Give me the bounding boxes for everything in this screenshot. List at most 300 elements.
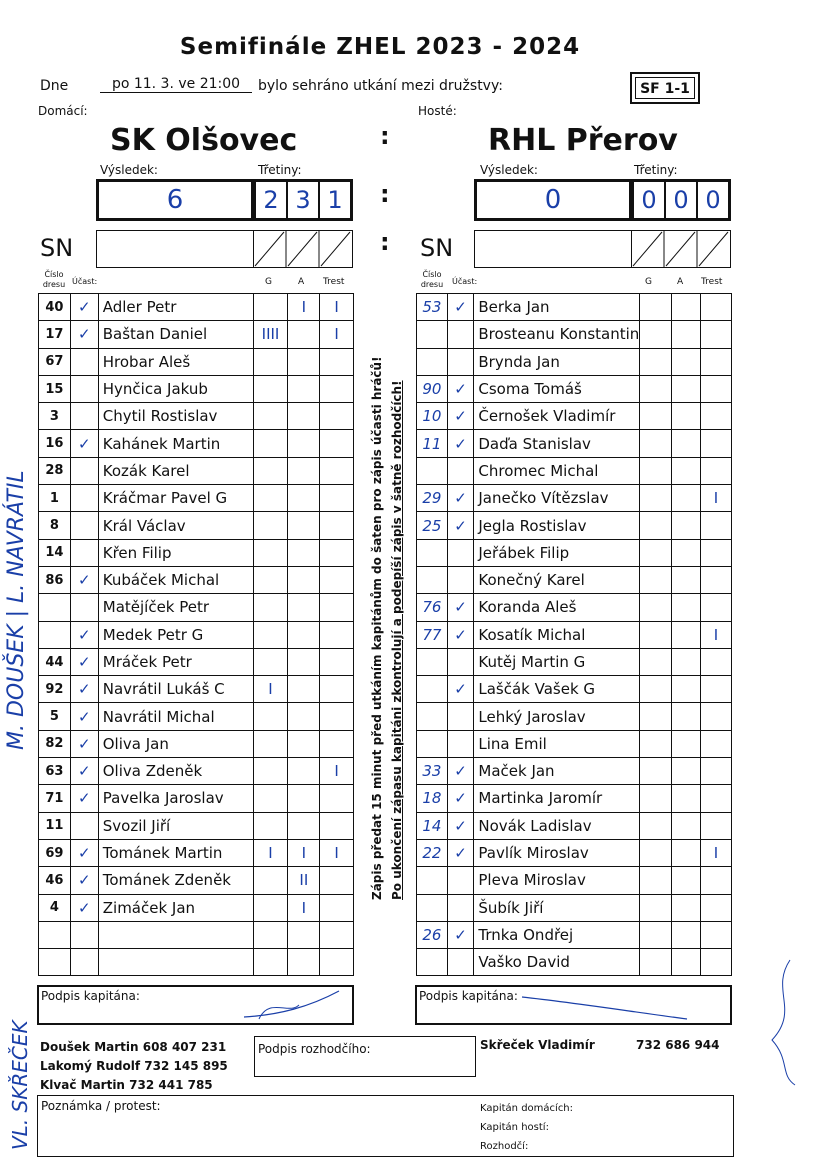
home-player-num xyxy=(39,594,71,621)
guest-player-chk: ✓ xyxy=(447,621,474,648)
home-player-goals xyxy=(253,621,288,648)
guest-player-penalties xyxy=(700,321,731,348)
home-player-goals xyxy=(253,703,288,730)
guest-player-name: Černošek Vladimír xyxy=(474,403,640,430)
guest-player-num xyxy=(417,348,448,375)
guest-player-num: 10 xyxy=(417,403,448,430)
home-row xyxy=(39,867,354,894)
home-player-chk: ✓ xyxy=(70,621,98,648)
home-player-assists: I xyxy=(288,894,320,921)
home-row xyxy=(39,403,354,430)
guest-player-goals xyxy=(640,894,672,921)
home-player-name: Hynčica Jakub xyxy=(98,375,253,402)
guest-col-participation: Účast: xyxy=(452,277,478,286)
colon-separator: : xyxy=(380,122,390,150)
guest-player-num xyxy=(417,566,448,593)
home-row xyxy=(39,375,354,402)
guest-row xyxy=(417,321,732,348)
home-player-name: Tománek Martin xyxy=(98,839,253,866)
guest-player-chk: ✓ xyxy=(447,294,474,321)
final-signatures xyxy=(480,1099,573,1156)
home-player-assists xyxy=(288,321,320,348)
guest-player-name: Laščák Vašek G xyxy=(474,676,640,703)
guest-player-chk xyxy=(447,566,474,593)
home-player-name: Chytil Rostislav xyxy=(98,403,253,430)
home-sn-box xyxy=(96,230,254,268)
guest-player-penalties xyxy=(700,403,731,430)
date-value: po 11. 3. ve 21:00 xyxy=(100,76,252,93)
guest-player-num: 33 xyxy=(417,758,448,785)
match-code-box xyxy=(630,72,700,104)
guest-player-goals xyxy=(640,703,672,730)
home-period-2: 3 xyxy=(288,182,320,218)
home-player-chk xyxy=(70,457,98,484)
guest-player-goals xyxy=(640,949,672,976)
home-player-penalties xyxy=(320,621,354,648)
guest-player-goals xyxy=(640,348,672,375)
guest-row xyxy=(417,594,732,621)
home-player-num: 86 xyxy=(39,566,71,593)
home-player-goals: I xyxy=(253,839,288,866)
guest-periods-label: Třetiny: xyxy=(634,163,678,177)
referee-handwritten-bottom: VL. SKŘEČEK xyxy=(8,1020,32,1150)
home-player-chk: ✓ xyxy=(70,321,98,348)
guest-player-chk xyxy=(447,539,474,566)
home-player-name: Oliva Jan xyxy=(98,730,253,757)
guest-player-chk: ✓ xyxy=(447,812,474,839)
guest-player-chk: ✓ xyxy=(447,430,474,457)
home-player-num: 5 xyxy=(39,703,71,730)
home-player-chk xyxy=(70,539,98,566)
guest-player-num: 11 xyxy=(417,430,448,457)
home-player-assists xyxy=(288,430,320,457)
home-player-penalties xyxy=(320,894,354,921)
guest-player-penalties xyxy=(700,348,731,375)
home-player-goals xyxy=(253,566,288,593)
guest-player-num xyxy=(417,703,448,730)
guest-row xyxy=(417,730,732,757)
home-row xyxy=(39,566,354,593)
guest-player-num xyxy=(417,730,448,757)
guest-score-box xyxy=(474,179,632,221)
guest-row xyxy=(417,457,732,484)
home-player-chk: ✓ xyxy=(70,785,98,812)
colon-separator: : xyxy=(380,228,390,256)
guest-player-penalties: I xyxy=(700,621,731,648)
home-row xyxy=(39,839,354,866)
guest-player-goals xyxy=(640,457,672,484)
home-player-penalties: I xyxy=(320,294,354,321)
instruction-text-1: Zápis předat 15 minut před utkáním kapitánům do šaten pro zápis účasti hráčů! xyxy=(370,356,384,900)
home-player-chk: ✓ xyxy=(70,839,98,866)
guest-player-penalties xyxy=(700,949,731,976)
home-player-num xyxy=(39,621,71,648)
guest-player-name: Trnka Ondřej xyxy=(474,921,640,948)
home-player-num: 82 xyxy=(39,730,71,757)
guest-col-g: G xyxy=(645,277,652,287)
guest-player-chk xyxy=(447,867,474,894)
referee-final-label: Rozhodčí: xyxy=(480,1141,529,1152)
guest-player-goals xyxy=(640,676,672,703)
home-player-num: 17 xyxy=(39,321,71,348)
home-player-num: 67 xyxy=(39,348,71,375)
note-label: Poznámka / protest: xyxy=(41,1099,161,1113)
home-player-name: Tománek Zdeněk xyxy=(98,867,253,894)
guest-row xyxy=(417,403,732,430)
guest-player-num: 14 xyxy=(417,812,448,839)
guest-player-num xyxy=(417,457,448,484)
guest-row xyxy=(417,348,732,375)
guest-row xyxy=(417,621,732,648)
referees-handwritten: M. DOUŠEK | L. NAVRÁTIL xyxy=(4,470,29,750)
home-row xyxy=(39,348,354,375)
home-player-goals xyxy=(253,648,288,675)
home-result-label: Výsledek: xyxy=(100,163,158,177)
home-player-num: 3 xyxy=(39,403,71,430)
home-player-name: Medek Petr G xyxy=(98,621,253,648)
guest-player-num: 77 xyxy=(417,621,448,648)
guest-result-label: Výsledek: xyxy=(480,163,538,177)
home-periods-label: Třetiny: xyxy=(258,163,302,177)
contact-line: Klvač Martin 732 441 785 xyxy=(40,1078,213,1092)
guest-player-num: 26 xyxy=(417,921,448,948)
guest-player-assists xyxy=(671,566,700,593)
guest-sn-box xyxy=(474,230,632,268)
guest-player-chk: ✓ xyxy=(447,676,474,703)
home-player-penalties xyxy=(320,566,354,593)
home-row xyxy=(39,321,354,348)
guest-player-penalties xyxy=(700,375,731,402)
guest-row xyxy=(417,785,732,812)
home-player-penalties xyxy=(320,676,354,703)
home-player-penalties xyxy=(320,949,354,976)
home-player-assists: II xyxy=(288,867,320,894)
home-player-chk: ✓ xyxy=(70,894,98,921)
instruction-text-2: Po ukončení zápasu kapitáni zkontrolují a podepíší zápis v šatně rozhodčích! xyxy=(390,380,404,900)
home-player-goals: IIII xyxy=(253,321,288,348)
home-player-goals xyxy=(253,894,288,921)
guest-player-penalties xyxy=(700,676,731,703)
guest-player-assists xyxy=(671,512,700,539)
home-player-assists xyxy=(288,348,320,375)
home-player-penalties xyxy=(320,594,354,621)
guest-player-chk: ✓ xyxy=(447,758,474,785)
guest-col-trest: Trest xyxy=(701,277,723,287)
home-player-num: 14 xyxy=(39,539,71,566)
guest-player-penalties xyxy=(700,430,731,457)
home-player-num: 44 xyxy=(39,648,71,675)
home-col-g: G xyxy=(265,277,272,287)
home-player-chk xyxy=(70,348,98,375)
home-player-goals: I xyxy=(253,676,288,703)
home-player-assists xyxy=(288,457,320,484)
guest-player-chk: ✓ xyxy=(447,594,474,621)
home-row xyxy=(39,730,354,757)
home-row xyxy=(39,648,354,675)
home-player-chk xyxy=(70,403,98,430)
guest-player-name: Lina Emil xyxy=(474,730,640,757)
home-player-goals xyxy=(253,512,288,539)
home-player-num xyxy=(39,949,71,976)
guest-player-assists xyxy=(671,867,700,894)
guest-player-penalties xyxy=(700,512,731,539)
guest-player-num: 25 xyxy=(417,512,448,539)
guest-player-num xyxy=(417,539,448,566)
referee-sign-box xyxy=(254,1036,476,1077)
referee-contact-phone: 732 686 944 xyxy=(636,1038,720,1052)
guest-row xyxy=(417,676,732,703)
referee-contact-name: Skřeček Vladimír xyxy=(480,1038,595,1052)
date-label: Dne xyxy=(40,78,69,94)
guest-player-num: 76 xyxy=(417,594,448,621)
guest-player-penalties xyxy=(700,457,731,484)
guest-player-assists xyxy=(671,594,700,621)
home-player-num: 11 xyxy=(39,812,71,839)
home-player-chk: ✓ xyxy=(70,566,98,593)
home-player-chk xyxy=(70,594,98,621)
guest-player-chk: ✓ xyxy=(447,512,474,539)
guest-player-chk xyxy=(447,894,474,921)
guest-player-assists xyxy=(671,621,700,648)
home-player-num xyxy=(39,921,71,948)
home-player-penalties xyxy=(320,730,354,757)
home-row xyxy=(39,703,354,730)
home-player-penalties xyxy=(320,539,354,566)
page-title: Semifinále ZHEL 2023 - 2024 xyxy=(179,34,581,60)
home-player-assists xyxy=(288,730,320,757)
home-player-name xyxy=(98,921,253,948)
home-player-chk: ✓ xyxy=(70,758,98,785)
guest-player-name: Lehký Jaroslav xyxy=(474,703,640,730)
guest-player-goals xyxy=(640,294,672,321)
home-row xyxy=(39,785,354,812)
guest-player-name: Brosteanu Konstantin xyxy=(474,321,640,348)
home-player-penalties xyxy=(320,485,354,512)
guest-player-name: Koranda Aleš xyxy=(474,594,640,621)
home-player-assists xyxy=(288,621,320,648)
home-row xyxy=(39,430,354,457)
guest-player-assists xyxy=(671,839,700,866)
guest-player-goals xyxy=(640,648,672,675)
guest-player-assists xyxy=(671,430,700,457)
home-player-assists xyxy=(288,648,320,675)
guest-player-name: Pavlík Miroslav xyxy=(474,839,640,866)
home-player-goals xyxy=(253,539,288,566)
home-captain-sign-box xyxy=(37,985,354,1025)
home-player-assists xyxy=(288,921,320,948)
home-player-chk: ✓ xyxy=(70,867,98,894)
home-player-goals xyxy=(253,348,288,375)
home-col-participation: Účast: xyxy=(72,277,98,286)
home-player-name: Král Václav xyxy=(98,512,253,539)
home-player-assists xyxy=(288,676,320,703)
home-player-chk: ✓ xyxy=(70,430,98,457)
guest-player-name: Janečko Vítězslav xyxy=(474,485,640,512)
home-captain-signature xyxy=(239,987,349,1023)
home-player-chk: ✓ xyxy=(70,703,98,730)
guest-sn-label: SN xyxy=(420,234,454,262)
guest-player-assists xyxy=(671,676,700,703)
home-row xyxy=(39,758,354,785)
guest-player-chk xyxy=(447,703,474,730)
home-player-assists xyxy=(288,949,320,976)
home-row xyxy=(39,485,354,512)
home-player-num: 63 xyxy=(39,758,71,785)
contact-line: Doušek Martin 608 407 231 xyxy=(40,1040,227,1054)
home-player-num: 1 xyxy=(39,485,71,512)
home-player-assists xyxy=(288,812,320,839)
guest-row xyxy=(417,566,732,593)
home-row xyxy=(39,894,354,921)
guest-captain-final-label: Kapitán hostí: xyxy=(480,1122,549,1133)
guest-player-name: Maček Jan xyxy=(474,758,640,785)
guest-player-assists xyxy=(671,730,700,757)
home-player-goals xyxy=(253,594,288,621)
home-player-penalties xyxy=(320,430,354,457)
home-sn-label: SN xyxy=(40,234,74,262)
home-player-assists xyxy=(288,703,320,730)
home-player-chk xyxy=(70,485,98,512)
home-player-goals xyxy=(253,730,288,757)
home-player-name: Matějíček Petr xyxy=(98,594,253,621)
home-periods-box xyxy=(253,179,353,221)
home-player-penalties xyxy=(320,403,354,430)
guest-player-name: Chromec Michal xyxy=(474,457,640,484)
home-player-num: 69 xyxy=(39,839,71,866)
guest-player-penalties xyxy=(700,539,731,566)
home-player-goals xyxy=(253,758,288,785)
guest-player-name: Martinka Jaromír xyxy=(474,785,640,812)
guest-player-assists xyxy=(671,648,700,675)
home-player-goals xyxy=(253,457,288,484)
guest-row xyxy=(417,839,732,866)
guest-player-assists xyxy=(671,485,700,512)
home-player-goals xyxy=(253,949,288,976)
guest-player-name: Kosatík Michal xyxy=(474,621,640,648)
home-row xyxy=(39,621,354,648)
guest-player-penalties xyxy=(700,921,731,948)
referee-sign-label: Podpis rozhodčího: xyxy=(258,1042,371,1056)
home-captain-sign-label: Podpis kapitána: xyxy=(41,989,140,1003)
guest-player-assists xyxy=(671,539,700,566)
home-player-num: 8 xyxy=(39,512,71,539)
guest-player-goals xyxy=(640,566,672,593)
guest-player-num xyxy=(417,676,448,703)
match-code: SF 1-1 xyxy=(635,77,695,99)
home-player-num: 92 xyxy=(39,676,71,703)
home-player-goals xyxy=(253,375,288,402)
guest-player-penalties xyxy=(700,594,731,621)
guest-player-penalties xyxy=(700,703,731,730)
guest-row xyxy=(417,539,732,566)
guest-player-penalties: I xyxy=(700,839,731,866)
home-player-goals xyxy=(253,921,288,948)
home-player-assists xyxy=(288,485,320,512)
home-player-name: Kahánek Martin xyxy=(98,430,253,457)
home-period-1: 2 xyxy=(256,182,288,218)
margin-scribble xyxy=(760,950,810,1090)
contact-line: Lakomý Rudolf 732 145 895 xyxy=(40,1059,228,1073)
home-row xyxy=(39,812,354,839)
guest-player-goals xyxy=(640,758,672,785)
guest-player-chk: ✓ xyxy=(447,839,474,866)
guest-period-2: 0 xyxy=(666,182,698,218)
home-player-goals xyxy=(253,867,288,894)
guest-player-penalties xyxy=(700,566,731,593)
guest-player-goals xyxy=(640,621,672,648)
guest-score: 0 xyxy=(544,185,562,215)
guest-player-chk xyxy=(447,321,474,348)
home-player-name: Navrátil Michal xyxy=(98,703,253,730)
home-player-chk: ✓ xyxy=(70,730,98,757)
contacts-block xyxy=(40,1038,228,1095)
guest-player-assists xyxy=(671,703,700,730)
home-player-chk xyxy=(70,921,98,948)
guest-player-goals xyxy=(640,375,672,402)
guest-player-goals xyxy=(640,594,672,621)
guest-player-chk xyxy=(447,457,474,484)
guest-player-goals xyxy=(640,785,672,812)
guest-player-num: 18 xyxy=(417,785,448,812)
home-player-chk: ✓ xyxy=(70,648,98,675)
home-row xyxy=(39,294,354,321)
guest-player-goals xyxy=(640,812,672,839)
home-row xyxy=(39,676,354,703)
guest-player-name: Pleva Miroslav xyxy=(474,867,640,894)
home-player-chk: ✓ xyxy=(70,294,98,321)
guest-player-goals xyxy=(640,430,672,457)
home-col-trest: Trest xyxy=(323,277,345,287)
home-player-name: Kráčmar Pavel G xyxy=(98,485,253,512)
date-suffix: bylo sehráno utkání mezi družstvy: xyxy=(258,78,503,94)
guest-player-chk: ✓ xyxy=(447,921,474,948)
home-player-penalties xyxy=(320,812,354,839)
guest-row xyxy=(417,867,732,894)
home-player-penalties xyxy=(320,375,354,402)
guest-captain-signature xyxy=(517,989,697,1023)
guest-player-penalties xyxy=(700,812,731,839)
home-player-penalties xyxy=(320,457,354,484)
guest-player-name: Csoma Tomáš xyxy=(474,375,640,402)
home-player-name: Svozil Jiří xyxy=(98,812,253,839)
guest-player-goals xyxy=(640,921,672,948)
guest-player-penalties: I xyxy=(700,485,731,512)
home-player-assists xyxy=(288,403,320,430)
guest-player-penalties xyxy=(700,894,731,921)
home-row xyxy=(39,539,354,566)
guest-player-name: Novák Ladislav xyxy=(474,812,640,839)
home-player-chk: ✓ xyxy=(70,676,98,703)
home-player-penalties xyxy=(320,512,354,539)
guest-row xyxy=(417,703,732,730)
home-row xyxy=(39,457,354,484)
guest-player-name: Daďa Stanislav xyxy=(474,430,640,457)
home-player-assists: I xyxy=(288,294,320,321)
home-player-assists xyxy=(288,375,320,402)
home-player-penalties xyxy=(320,921,354,948)
guest-row xyxy=(417,949,732,976)
home-label: Domácí: xyxy=(38,104,88,118)
guest-player-goals xyxy=(640,867,672,894)
guest-player-chk xyxy=(447,730,474,757)
guest-player-chk xyxy=(447,348,474,375)
home-player-name: Oliva Zdeněk xyxy=(98,758,253,785)
guest-player-num: 29 xyxy=(417,485,448,512)
home-player-name: Navrátil Lukáš C xyxy=(98,676,253,703)
home-player-assists xyxy=(288,566,320,593)
guest-captain-sign-label: Podpis kapitána: xyxy=(419,989,518,1003)
home-player-name: Hrobar Aleš xyxy=(98,348,253,375)
